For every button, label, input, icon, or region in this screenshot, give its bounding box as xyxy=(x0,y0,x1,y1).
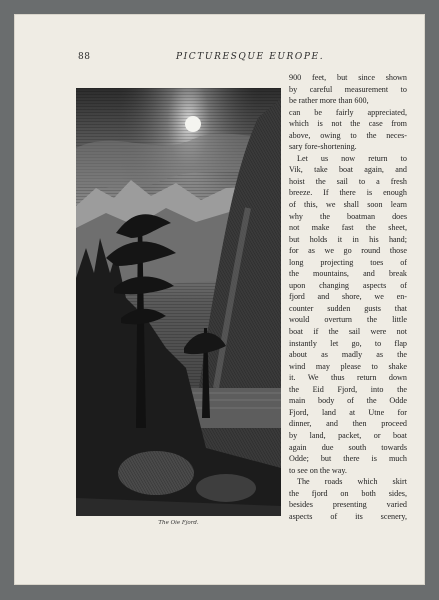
body-text-line: fjord and shore, we en- xyxy=(289,292,407,302)
body-text-line: not make fast the sheet, xyxy=(289,223,407,233)
body-text-line: can be fairly appreciated, xyxy=(289,107,407,117)
body-text-line: Vik, take boat again, and xyxy=(289,165,407,175)
body-text-line: be rather more than 600, xyxy=(289,96,369,106)
body-text-line: The roads which skirt xyxy=(297,477,407,487)
page-header xyxy=(14,52,425,68)
body-text-line: to see on the way. xyxy=(289,465,347,475)
body-text-line: about as madly as the xyxy=(289,350,407,360)
body-text-line: by land, packet, or boat xyxy=(289,430,407,440)
body-text-line: main body of the Odde xyxy=(289,396,407,406)
body-text-line: dinner, and then proceed xyxy=(289,419,407,429)
body-text-line: counter sudden gusts that xyxy=(289,303,407,313)
body-text-line: breeze. If there is enough xyxy=(289,188,407,198)
body-text-line: which is not the case from xyxy=(289,119,407,129)
body-text-line: why the boatman does xyxy=(289,211,407,221)
body-text-line: upon changing aspects of xyxy=(289,280,407,290)
body-text-line: wind may please to shake xyxy=(289,361,407,371)
page-number: 88 xyxy=(78,52,91,62)
body-text-line: the mountains, and break xyxy=(289,269,407,279)
body-text-line: for as we go round those xyxy=(289,246,407,256)
body-text-line: hoist the sail to a fresh xyxy=(289,176,407,186)
body-text-line: by careful measurement to xyxy=(289,84,407,94)
body-text-line: Let us now return to xyxy=(297,153,407,163)
body-text-line: but holds it in his hand; xyxy=(289,234,407,244)
body-text-line: long projecting toes of xyxy=(289,257,407,267)
body-text-line: boat if the sail were not xyxy=(289,327,407,337)
body-text-line: Fjord, land at Utne for xyxy=(289,407,407,417)
illustration-caption: The Oie Fjord. xyxy=(158,520,199,526)
body-text-line: again due south towards xyxy=(289,442,407,452)
body-text-line: 900 feet, but since shown xyxy=(289,73,407,82)
body-text-line: aspects of its scenery, xyxy=(289,511,407,521)
body-text-line: the Eid Fjord, into the xyxy=(289,384,407,394)
body-text-line: it. We thus return down xyxy=(289,373,407,383)
engraving-illustration xyxy=(76,88,281,516)
body-text-line: Odde; but there is much xyxy=(289,454,407,464)
body-text-line: the fjord on both sides, xyxy=(289,488,407,498)
body-text-column xyxy=(289,72,407,522)
body-text-line: would overturn the little xyxy=(289,315,407,325)
body-text-line: above, owing to the neces- xyxy=(289,130,407,140)
body-text-line: sary fore-shortening. xyxy=(289,142,357,152)
running-title: PICTURESQUE EUROPE. xyxy=(176,52,325,62)
engraving-image xyxy=(76,88,281,516)
body-text-line: of this, we shall soon learn xyxy=(289,200,407,210)
body-text-line: instantly let go, to flap xyxy=(289,338,407,348)
book-page xyxy=(14,14,425,585)
body-text-line: besides presenting varied xyxy=(289,500,407,510)
